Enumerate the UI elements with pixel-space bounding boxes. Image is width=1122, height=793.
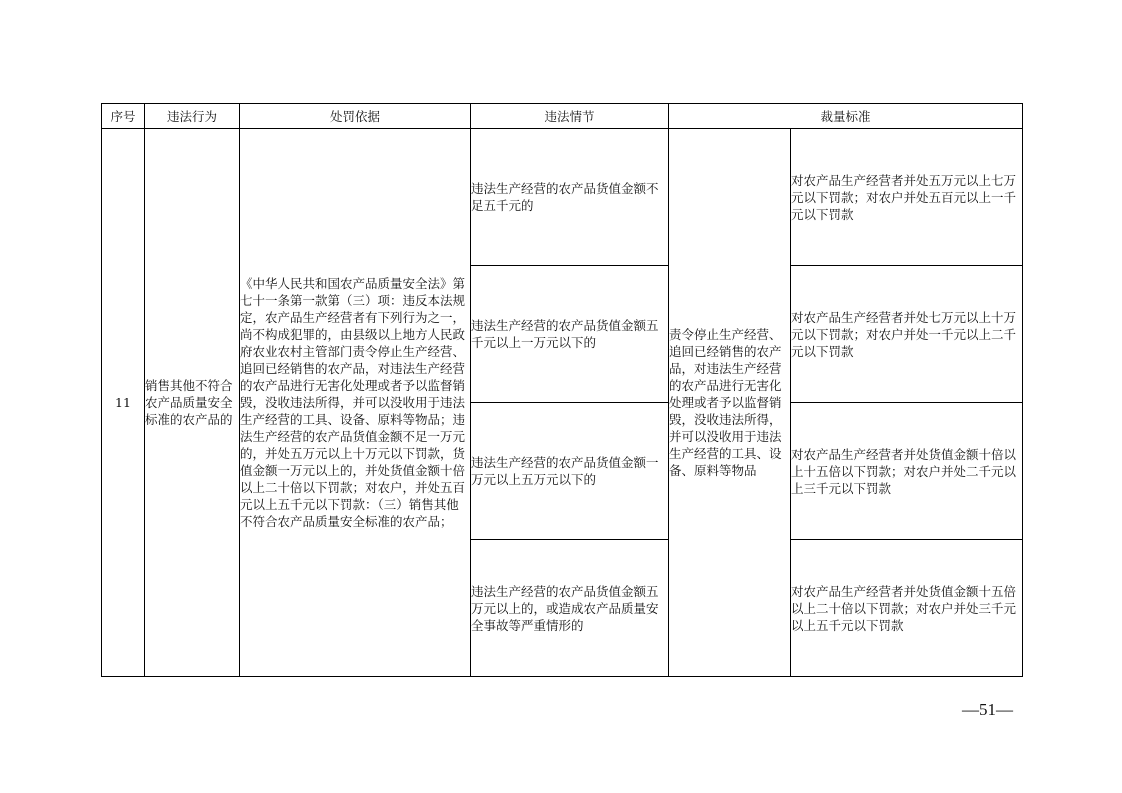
header-behavior: 违法行为 [145,104,240,129]
table-header-row [102,104,1023,129]
header-circumstance: 违法情节 [471,104,669,129]
cell-circumstance-3: 违法生产经营的农产品货值金额一万元以上五万元以下的 [471,403,669,540]
header-seq: 序号 [102,104,145,129]
cell-basis: 《中华人民共和国农产品质量安全法》第七十一条第一款第（三）项：违反本法规定，农产品生产经营者有下列行为之一，尚不构成犯罪的，由县级以上地方人民政府农业农村主管部门责令停止生产经营、追回已经销售的农产品，对违法生产经营的农产品进行无害化处理或者予以监督销毁，没收违法所得，并可以没收用于违法生产经营的工具、设备、原料等物品；违法生产经营的农产品货值金额不足一万元的，并处五万元以上十万元以下罚款，货值金额一万元以上的，并处货值金额十倍以上二十倍以下罚款；对农户，并处五百元以上五千元以下罚款：（三）销售其他不符合农产品质量安全标准的农产品； [240,129,471,677]
header-standard: 裁量标准 [669,104,1023,129]
page-number: —51— [962,700,1013,719]
cell-standard-2: 对农产品生产经营者并处七万元以上十万元以下罚款；对农户并处一千元以上二千元以下罚款 [791,266,1023,403]
header-basis: 处罚依据 [240,104,471,129]
table-row [102,129,1023,266]
cell-circumstance-2: 违法生产经营的农产品货值金额五千元以上一万元以下的 [471,266,669,403]
cell-standard-4: 对农产品生产经营者并处货值金额十五倍以上二十倍以下罚款；对农户并处三千元以上五千元以下罚款 [791,540,1023,677]
cell-standard-3: 对农产品生产经营者并处货值金额十倍以上十五倍以下罚款；对农户并处二千元以上三千元以下罚款 [791,403,1023,540]
cell-behavior: 销售其他不符合农产品质量安全标准的农产品的 [145,129,240,677]
penalty-discretion-table [101,103,1023,677]
cell-seq: 11 [102,129,145,677]
cell-common-measure: 责令停止生产经营、追回已经销售的农产品，对违法生产经营的农产品进行无害化处理或者予以监督销毁，没收违法所得，并可以没收用于违法生产经营的工具、设备、原料等物品 [669,129,791,677]
cell-standard-1: 对农产品生产经营者并处五万元以上七万元以下罚款；对农户并处五百元以上一千元以下罚款 [791,129,1023,266]
cell-circumstance-4: 违法生产经营的农产品货值金额五万元以上的，或造成农产品质量安全事故等严重情形的 [471,540,669,677]
cell-circumstance-1: 违法生产经营的农产品货值金额不足五千元的 [471,129,669,266]
